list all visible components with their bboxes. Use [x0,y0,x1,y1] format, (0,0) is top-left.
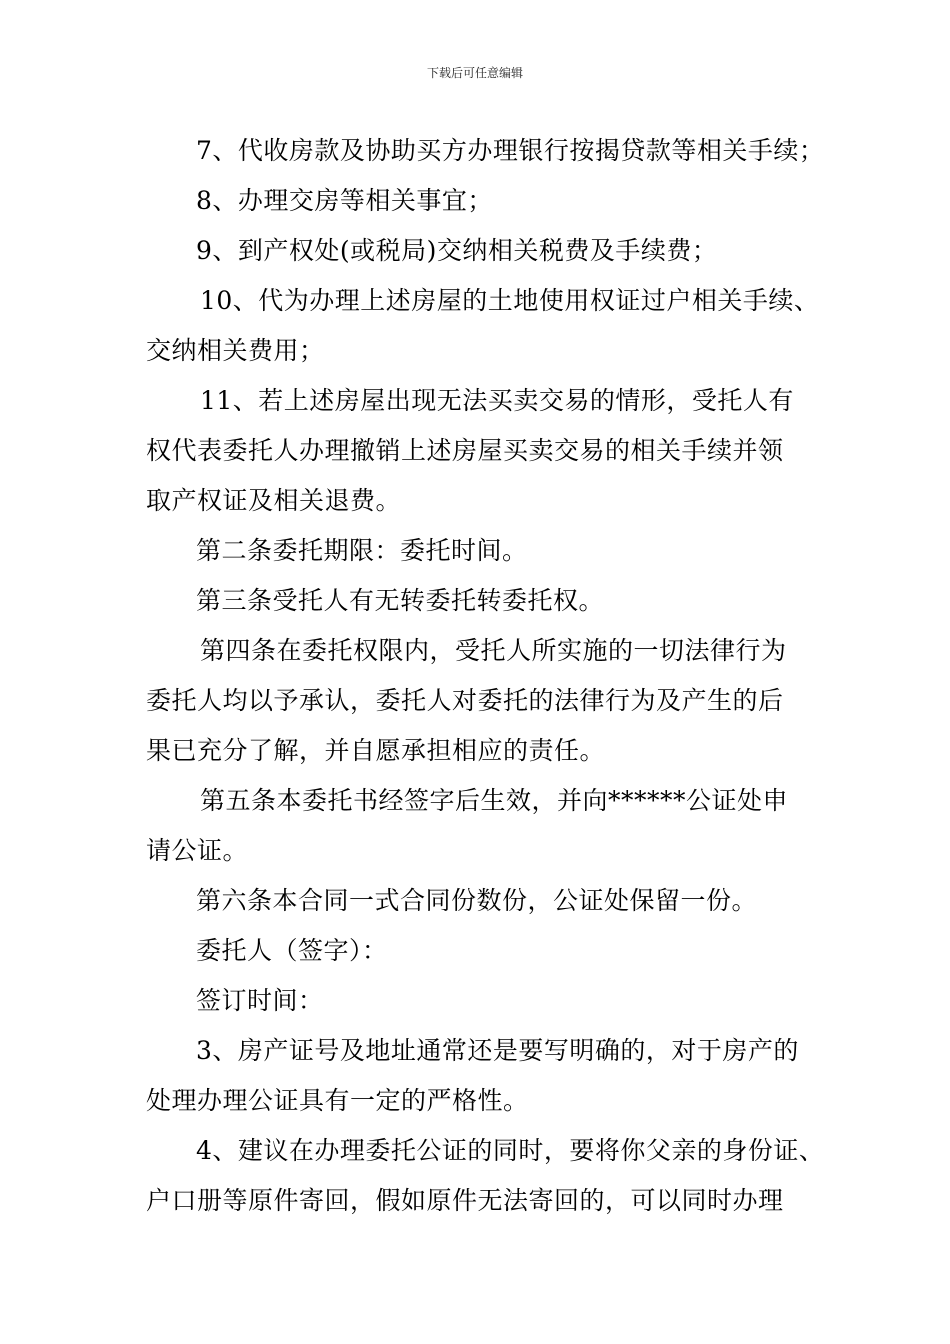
text-line: 第五条本委托书经签字后生效，并向******公证处申 [200,786,789,815]
text-line: 委托人（签字）： [196,936,388,965]
page-header: 下载后可任意编辑 [426,66,523,80]
text-line: 权代表委托人办理撤销上述房屋买卖交易的相关手续并领 [146,436,784,465]
text-line: 第四条在委托权限内，受托人所实施的一切法律行为 [200,636,787,665]
text-line: 委托人均以予承认，委托人对委托的法律行为及产生的后 [146,686,784,715]
text-line: 7、代收房款及协助买方办理银行按揭贷款等相关手续； [196,136,825,165]
text-line: 户口册等原件寄回，假如原件无法寄回的，可以同时办理 [146,1186,784,1215]
text-line: 11、若上述房屋出现无法买卖交易的情形，受托人有 [200,386,794,415]
text-line: 取产权证及相关退费。 [146,486,402,515]
text-line: 第三条受托人有无转委托转委托权。 [196,586,605,615]
text-line: 请公证。 [146,836,249,865]
text-line: 处理办理公证具有一定的严格性。 [146,1086,529,1115]
text-line: 9、到产权处(或税局)交纳相关税费及手续费； [196,236,718,265]
text-line: 签订时间： [196,986,324,1015]
text-line: 4、建议在办理委托公证的同时，要将你父亲的身份证、 [196,1136,825,1165]
text-line: 果已充分了解，并自愿承担相应的责任。 [146,736,606,765]
text-line: 交纳相关费用； [146,336,325,365]
text-line: 3、房产证号及地址通常还是要写明确的，对于房产的 [196,1036,799,1065]
text-line: 第六条本合同一式合同份数份，公证处保留一份。 [196,886,758,915]
text-line: 第二条委托期限：委托时间。 [196,536,528,565]
text-line: 8、办理交房等相关事宜； [196,186,493,215]
text-line: 10、代为办理上述房屋的土地使用权证过户相关手续、 [200,286,820,315]
document-body [146,126,825,1226]
